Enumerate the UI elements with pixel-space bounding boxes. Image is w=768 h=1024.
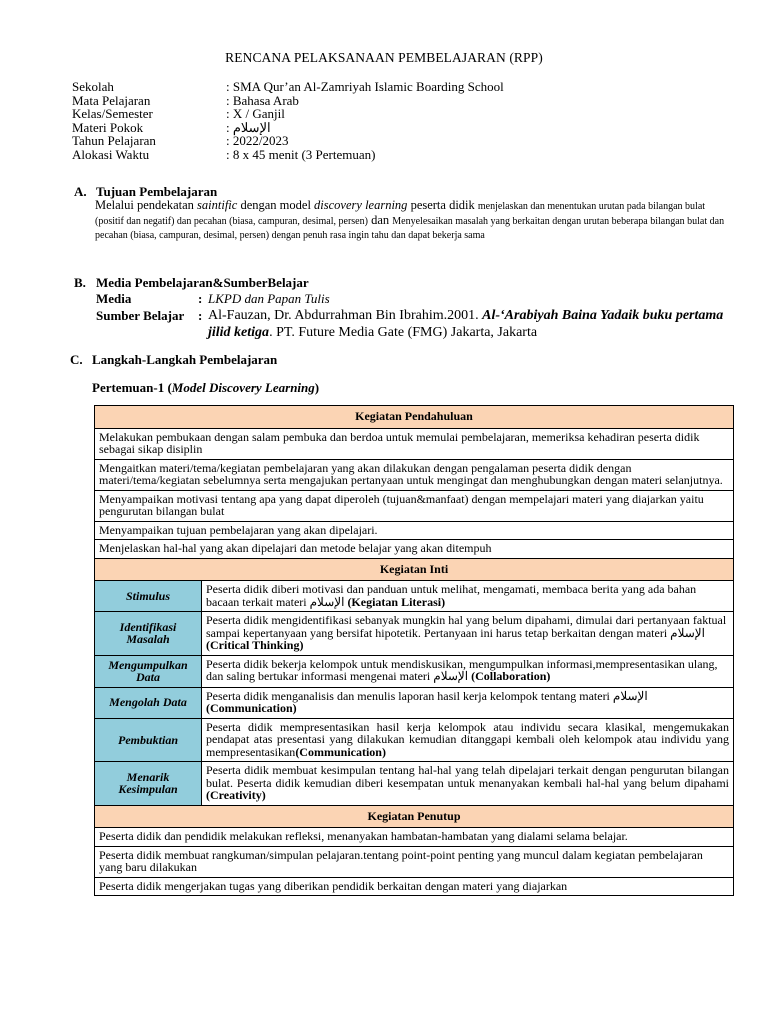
media-value: [208, 290, 736, 307]
learning-objective-text: [95, 199, 727, 243]
media-separator: :: [198, 291, 203, 306]
meeting-prefix: Pertemuan-1 (: [92, 380, 172, 395]
objective-text: dengan model: [237, 198, 315, 212]
table-row: [95, 877, 734, 896]
objective-text: Melalui pendekatan: [95, 198, 198, 212]
step-skill-tag: (Communication): [206, 701, 297, 715]
source-row: [96, 307, 736, 341]
table-row: [95, 521, 734, 540]
step-description: [202, 655, 734, 687]
section-c-heading: [70, 352, 277, 368]
info-label: Sekolah: [72, 79, 114, 94]
table-row: [95, 846, 734, 877]
objective-emphasis: discovery learning: [314, 198, 408, 212]
section-letter: A.: [74, 184, 87, 199]
step-description: [202, 718, 734, 762]
penutup-item: Peserta didik dan pendidik melakukan refleksi, menanyakan hambatan-hambatan yang dialami selama belajar.: [95, 828, 734, 847]
pendahuluan-item: Mengaitkan materi/tema/kegiatan pembelajaran yang akan dilakukan dengan pengalaman peserta didik dengan materi/tema/kegiatan sebelumnya serta mengajukan pertanyaan untuk mengingat dan menghubungkan dengan materi selanjutnya.: [95, 459, 734, 490]
info-label: Kelas/Semester: [72, 106, 153, 121]
table-row: [95, 655, 734, 687]
info-row-materi-pokok: [72, 121, 504, 135]
step-name-mengolah-data: Mengolah Data: [95, 687, 202, 718]
step-name-mengumpulkan-data: Mengumpulkan Data: [95, 655, 202, 687]
info-value: : SMA Qur’an Al-Zamriyah Islamic Boarding School: [226, 79, 504, 94]
lesson-steps-table: [94, 405, 734, 896]
info-row-alokasi-waktu: [72, 148, 504, 162]
section-letter: B.: [74, 275, 86, 290]
media-row: [96, 290, 736, 307]
objective-text: peserta didik: [407, 198, 478, 212]
table-row: [95, 805, 734, 828]
source-text: . PT. Future Media Gate (FMG) Jakarta, Jakarta: [269, 325, 538, 340]
pendahuluan-item: Menjelaskan hal-hal yang akan dipelajari dan metode belajar yang akan ditempuh: [95, 540, 734, 559]
media-label: Media: [96, 291, 132, 306]
step-description: [202, 581, 734, 612]
section-letter: C.: [70, 352, 83, 367]
objective-text-small: menjelaskan dan menentukan urutan pada bilangan bulat (positif dan negatif) dan pecahan (biasa, campuran, desimal, persen): [95, 201, 706, 227]
table-row: [95, 718, 734, 762]
step-name-stimulus: Stimulus: [95, 581, 202, 612]
step-text: Peserta didik mengidentifikasi sebanyak mungkin hal yang belum dipahami, dimulai dari pertanyaan faktual sampai kepertanyaan yang bersifat hipotetik. Pertanyaan ini harus tetap berkaitan dengan materi الإسلام: [206, 613, 727, 640]
step-skill-tag: (Kegiatan Literasi): [347, 594, 446, 609]
step-name-menarik-kesimpulan: Menarik Kesimpulan: [95, 762, 202, 806]
info-value: : X / Ganjil: [226, 106, 285, 121]
document-title: RENCANA PELAKSANAAN PEMBELAJARAN (RPP): [225, 50, 543, 65]
pendahuluan-header: Kegiatan Pendahuluan: [95, 406, 734, 429]
penutup-header: Kegiatan Penutup: [95, 805, 734, 828]
objective-emphasis: saintific: [197, 198, 238, 212]
info-value: : Bahasa Arab: [226, 92, 299, 108]
step-skill-tag: (Creativity): [206, 788, 266, 802]
pendahuluan-item: Menyampaikan motivasi tentang apa yang dapat diperoleh (tujuan&manfaat) dengan mempelajari materi yang diajarkan yaitu pengurutan bilangan bulat: [95, 490, 734, 521]
table-row: [95, 828, 734, 847]
step-text: Peserta didik menganalisis dan menulis laporan hasil kerja kelompok tentang materi الإسلام: [206, 688, 648, 703]
info-label: Tahun Pelajaran: [72, 133, 156, 148]
source-text: Al-Fauzan, Dr. Abdurrahman Bin Ibrahim.2001.: [208, 308, 483, 323]
table-row: [95, 558, 734, 581]
table-row: [95, 581, 734, 612]
penutup-item: Peserta didik membuat rangkuman/simpulan pelajaran.tentang point-point penting yang muncul dalam kegiatan pembelajaran yang baru dilakukan: [95, 846, 734, 877]
pendahuluan-item: Melakukan pembukaan dengan salam pembuka dan berdoa untuk memulai pembelajaran, memeriksa kehadiran peserta didik sebagai sikap disiplin: [95, 428, 734, 459]
table-row: [95, 406, 734, 429]
source-separator: :: [198, 308, 203, 323]
penutup-item: Peserta didik mengerjakan tugas yang diberikan pendidik berkaitan dengan materi yang diajarkan: [95, 877, 734, 896]
section-title: Media Pembelajaran&SumberBelajar: [96, 275, 309, 290]
info-value: : 2022/2023: [226, 133, 289, 148]
table-row: [95, 490, 734, 521]
objective-text-small: Menyelesaikan masalah yang berkaitan dengan urutan beberapa bilangan bulat dan pecahan (biasa, campuran, desimal, persen) dengan penuh rasa ingin tahu dan dapat bekerja sama: [95, 215, 725, 241]
table-row: [95, 540, 734, 559]
table-row: [95, 459, 734, 490]
inti-header: Kegiatan Inti: [95, 558, 734, 581]
table-row: [95, 428, 734, 459]
media-value-text: LKPD dan Papan Tulis: [208, 291, 330, 306]
step-description: [202, 687, 734, 718]
meeting-heading: [92, 380, 319, 396]
step-skill-tag: (Critical Thinking): [206, 638, 304, 652]
media-source-block: [96, 290, 736, 341]
info-value: : 8 x 45 menit (3 Pertemuan): [226, 146, 376, 162]
source-label: Sumber Belajar: [96, 308, 185, 323]
info-value: : الإسلام: [226, 119, 271, 135]
table-row: [95, 687, 734, 718]
step-skill-tag: (Communication): [295, 744, 386, 759]
step-text: Peserta didik diberi motivasi dan panduan untuk melihat, mengamati, membaca berita yang ada bahan bacaan terkait materi الإسلام: [206, 582, 697, 609]
section-title: Langkah-Langkah Pembelajaran: [92, 352, 278, 367]
section-b-heading: [74, 275, 309, 291]
table-row: [95, 612, 734, 656]
section-title: Tujuan Pembelajaran: [96, 184, 218, 199]
step-text: Peserta didik mempresentasikan hasil kerja kelompok atau individu secara klasikal, mengemukakan pendapat atas presentasi yang dilakukan kemudian ditanggapi kembali oleh kelompok atau individu yang mempresentasikan: [206, 719, 729, 759]
source-book-title: Al-‘Arabiyah Baina Yadaik buku pertama jilid ketiga: [208, 308, 724, 340]
meeting-suffix: ): [314, 380, 320, 395]
meeting-model: Model Discovery Learning: [171, 380, 315, 395]
info-label: Mata Pelajaran: [72, 92, 151, 108]
step-text: Peserta didik bekerja kelompok untuk mendiskusikan, mengumpulkan informasi,mempresentasikan ulang, dan saling bertukar informasi mengenai materi الإسلام: [206, 656, 718, 683]
objective-text: dan: [367, 212, 393, 227]
step-name-pembuktian: Pembuktian: [95, 718, 202, 762]
step-description: [202, 612, 734, 656]
step-text: Peserta didik membuat kesimpulan tentang hal-hal yang telah dipelajari terkait dengan pengurutan bilangan bulat. Peserta didik kemudian diberi kesempatan untuk menanyakan kembali hal-hal yang belum dipahami: [206, 763, 729, 790]
step-skill-tag: (Collaboration): [471, 669, 551, 683]
pendahuluan-item: Menyampaikan tujuan pembelajaran yang akan dipelajari.: [95, 521, 734, 540]
step-description: [202, 762, 734, 806]
info-label: Alokasi Waktu: [72, 146, 150, 162]
info-row-mata-pelajaran: [72, 94, 504, 108]
step-name-identifikasi-masalah: Identifikasi Masalah: [95, 612, 202, 656]
table-row: [95, 762, 734, 806]
info-row-sekolah: [72, 80, 504, 94]
info-row-kelas-semester: [72, 107, 504, 121]
source-value: [208, 307, 736, 341]
info-row-tahun-pelajaran: [72, 134, 504, 148]
info-label: Materi Pokok: [72, 119, 144, 135]
info-block: [72, 80, 504, 161]
